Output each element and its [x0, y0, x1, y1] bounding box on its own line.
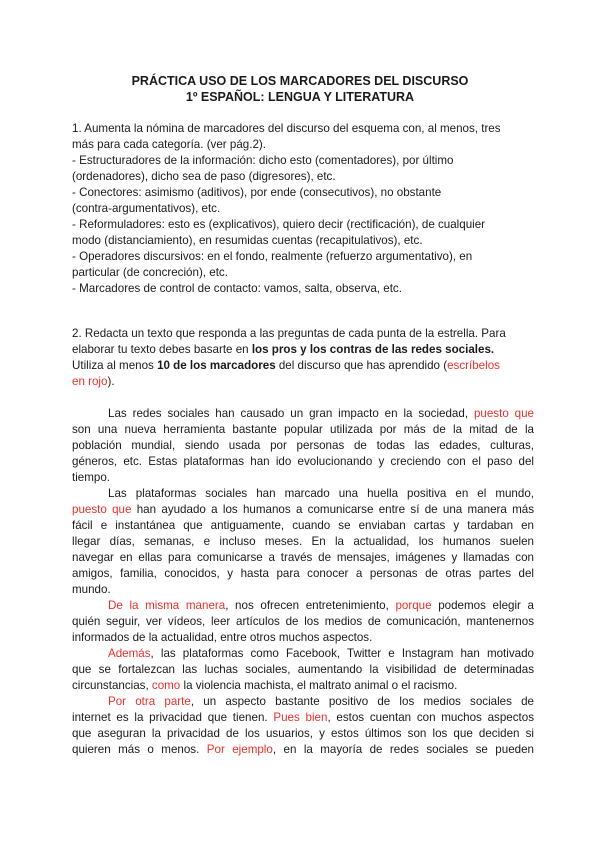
essay-line: son una nueva herramienta bastante popular utilizada por más de la mitad de la: [72, 423, 534, 436]
essay-line: [72, 710, 534, 726]
exercise-1: [72, 121, 534, 297]
red-text: en rojo: [72, 375, 108, 388]
exercise-1-line: 1. Aumenta la nómina de marcadores del discurso del esquema con, al menos, tres: [72, 122, 501, 135]
essay-line: amigos, familia, conocidos, y hasta para conocer a personas de otras partes del: [72, 567, 534, 580]
text-run: , un aspecto bastante positivo de los medios sociales de: [190, 695, 534, 708]
discourse-marker: Por ejemplo: [206, 743, 273, 756]
essay-line: géneros, etc. Estas plataformas han ido evolucionando y creciendo con el paso del: [72, 455, 534, 468]
essay-line: quién seguir, ver vídeos, leer artículos de los medios de comunicación, mantenernos: [72, 615, 534, 628]
title-line-1: PRÁCTICA USO DE LOS MARCADORES DEL DISCURSO: [131, 74, 469, 88]
red-text: escríbelos: [447, 359, 500, 372]
essay-line: Las plataformas sociales han marcado una huella positiva en el mundo,: [108, 487, 534, 500]
essay-line: informados de la actualidad, entre otros muchos aspectos.: [72, 631, 373, 644]
text-run: , en la mayoría de redes sociales se pueden: [272, 743, 534, 756]
essay-line: [72, 406, 534, 422]
text-run: internet es la privacidad que tienen.: [72, 711, 274, 724]
essay-line: que aseguran la privacidad de los usuarios, y estos últimos son los que deciden si: [72, 727, 534, 740]
exercise-2-line: 2. Redacta un texto que responda a las preguntas de cada punta de la estrella. Para: [72, 327, 506, 340]
exercise-1-line: - Reformuladores: esto es (explicativos), quiero decir (rectificación), de cualquier: [72, 218, 486, 231]
essay-line: [72, 742, 534, 758]
exercise-1-line: - Marcadores de control de contacto: vamos, salta, observa, etc.: [72, 282, 402, 295]
essay-line: navegar en ellas para comunicarse a través de mensajes, imágenes y llamadas con: [72, 551, 534, 564]
exercise-1-line: (contra-argumentativos), etc.: [72, 202, 221, 215]
exercise-1-line: - Estructuradores de la información: dicho esto (comentadores), por último: [72, 154, 454, 167]
discourse-marker: Además: [108, 647, 151, 660]
bold-text: los pros y los contras de las redes sociales.: [251, 343, 495, 356]
exercise-2-line: [72, 342, 534, 358]
exercise-2: [72, 326, 534, 390]
text-run: quieren más o menos.: [72, 743, 207, 756]
bold-text: 10 de los marcadores: [157, 359, 276, 372]
exercise-2-line: [72, 374, 534, 390]
essay-text: [72, 406, 534, 758]
essay-line: llegar días, semanas, e incluso meses. En la actualidad, los humanos suelen: [72, 535, 534, 548]
essay-line: fácil e instantánea que antiguamente, cuando se enviaban cartas y tardaban en: [72, 519, 534, 532]
exercise-1-line: más para cada categoría. (ver pág.2).: [72, 138, 266, 151]
text-run: podemos elegir a: [431, 599, 534, 612]
essay-line: [72, 646, 534, 662]
essay-line: [72, 502, 534, 518]
text-run: la violencia machista, el maltrato animal o el racismo.: [180, 679, 458, 692]
text-run: elaborar tu texto debes basarte en: [72, 343, 252, 356]
text-run: circunstancias,: [72, 679, 152, 692]
text-run: Utiliza al menos: [72, 359, 158, 372]
text-run: , estos cuentan con muchos aspectos: [327, 711, 534, 724]
text-run: ).: [107, 375, 115, 388]
text-run: del discurso que has aprendido (: [275, 359, 448, 372]
essay-line: tiempo.: [72, 471, 111, 484]
text-run: Las redes sociales han causado un gran impacto en la sociedad,: [108, 407, 474, 420]
exercise-1-line: (ordenadores), dicho sea de paso (digresores), etc.: [72, 170, 336, 183]
text-run: , nos ofrecen entretenimiento,: [225, 599, 396, 612]
exercise-1-line: - Conectores: asimismo (aditivos), por ende (consecutivos), no obstante: [72, 186, 442, 199]
essay-line: mundo.: [72, 583, 111, 596]
exercise-1-line: modo (distanciamiento), en resumidas cuentas (recapitulativos), etc.: [72, 234, 423, 247]
discourse-marker: puesto que: [72, 503, 132, 516]
essay-line: población mundial, siendo usada por personas de todas las edades, culturas,: [72, 439, 534, 452]
discourse-marker: puesto que: [473, 407, 534, 420]
title-line-2: 1º ESPAÑOL: LENGUA Y LITERATURA: [185, 90, 415, 104]
discourse-marker: como: [151, 679, 181, 692]
discourse-marker: Por otra parte: [108, 695, 191, 708]
text-run: , las plataformas como Facebook, Twitter e Instagram han motivado: [150, 647, 534, 660]
document-title: [0, 73, 600, 105]
essay-line: [72, 598, 534, 614]
essay-line: que se fortalezcan las luchas sociales, aumentando la visibilidad de determinadas: [72, 663, 534, 676]
exercise-2-line: [72, 358, 534, 374]
text-run: han ayudado a los humanos a comunicarse entre sí de una manera más: [131, 503, 534, 516]
essay-line: [72, 678, 534, 694]
discourse-marker: porque: [395, 599, 432, 612]
discourse-marker: De la misma manera: [108, 599, 226, 612]
exercise-1-line: particular (de concreción), etc.: [72, 266, 228, 279]
exercise-1-line: - Operadores discursivos: en el fondo, realmente (refuerzo argumentativo), en: [72, 250, 473, 263]
essay-line: [72, 694, 534, 710]
discourse-marker: Pues bien: [273, 711, 328, 724]
